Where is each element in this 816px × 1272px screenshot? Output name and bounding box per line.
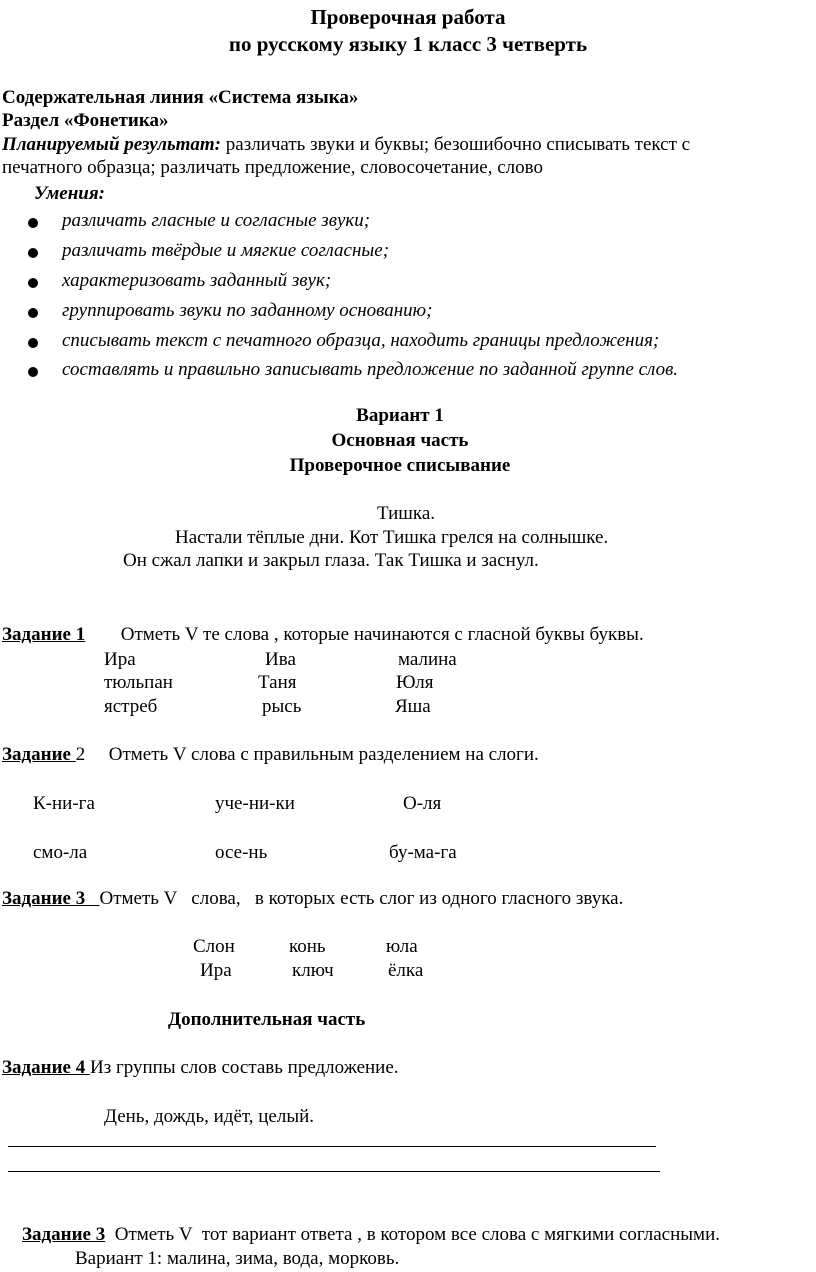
bullet-icon <box>28 248 38 258</box>
doc-title-line1: Проверочная работа <box>310 5 506 29</box>
extra-part-title: Дополнительная часть <box>168 1009 366 1030</box>
task5-heading <box>22 1224 720 1246</box>
text-line2: Он сжал лапки и закрыл глаза. Так Тишка и заснул. <box>123 550 539 571</box>
task1-word: Таня <box>258 672 297 693</box>
answer-line[interactable] <box>8 1171 660 1172</box>
bullet-icon <box>28 338 38 348</box>
task2-word: смо-ла <box>33 842 88 863</box>
task2-word: бу-ма-га <box>389 842 457 863</box>
section-heading: Раздел «Фонетика» <box>2 110 169 131</box>
task3-text: Отметь V слова, в которых есть слог из одного гласного звука. <box>99 888 624 909</box>
task1-word: малина <box>398 649 457 670</box>
planned-result-text: различать звуки и буквы; безошибочно списывать текст с <box>221 134 691 155</box>
bullet-icon <box>28 367 38 377</box>
task1-text: Отметь V те слова , которые начинаются с гласной буквы буквы. <box>120 624 644 645</box>
skills-label: Умения: <box>34 183 105 204</box>
task5-text: Отметь V тот вариант ответа , в котором все слова с мягкими согласными. <box>105 1224 720 1245</box>
content-line: Содержательная линия «Система языка» <box>2 87 359 108</box>
bullet-icon <box>28 278 38 288</box>
task2-label: Задание <box>2 744 76 765</box>
task3-word: конь <box>289 936 326 957</box>
task1-word: тюльпан <box>104 672 173 693</box>
task1-label: Задание 1 <box>2 624 86 645</box>
task1-word: Юля <box>396 672 434 693</box>
task1-word: рысь <box>262 696 302 717</box>
variant-title: Вариант 1 <box>356 405 444 426</box>
task2-word: осе-нь <box>215 842 268 863</box>
task2-text: Отметь V слова с правильным разделением на слоги. <box>108 744 539 765</box>
task3-word: юла <box>386 936 418 957</box>
task1-word: Яша <box>395 696 431 717</box>
doc-title-line2: по русскому языку 1 класс 3 четверть <box>228 32 588 56</box>
bullet-icon <box>28 218 38 228</box>
planned-result <box>2 134 690 156</box>
task3-word: Ира <box>200 960 232 981</box>
task2-word: О-ля <box>403 793 442 814</box>
task4-heading <box>2 1057 399 1079</box>
answer-line[interactable] <box>8 1146 656 1147</box>
task1-heading <box>2 624 644 646</box>
task5-variant: Вариант 1: малина, зима, вода, морковь. <box>75 1248 400 1269</box>
task1-word: Ива <box>265 649 296 670</box>
skill-item: характеризовать заданный звук; <box>62 270 332 291</box>
planned-result-text2: печатного образца; различать предложение, словосочетание, слово <box>2 157 543 178</box>
task3-heading <box>2 888 623 910</box>
main-part-title: Основная часть <box>331 430 469 451</box>
task3-word: ёлка <box>388 960 424 981</box>
task3-label: Задание 3 <box>2 888 100 909</box>
skill-item: группировать звуки по заданному основанию; <box>62 300 433 321</box>
copy-title: Проверочное списывание <box>289 455 511 476</box>
task4-words: День, дождь, идёт, целый. <box>104 1106 315 1127</box>
task1-word: ястреб <box>104 696 158 717</box>
skill-item: различать гласные и согласные звуки; <box>62 210 371 231</box>
planned-result-label: Планируемый результат: <box>2 134 222 155</box>
bullet-icon <box>28 308 38 318</box>
task4-text: Из группы слов составь предложение. <box>89 1057 399 1078</box>
task1-word: Ира <box>104 649 136 670</box>
task4-label: Задание 4 <box>2 1057 90 1078</box>
task2-number: 2 <box>75 744 86 765</box>
skill-item: списывать текст с печатного образца, находить границы предложения; <box>62 330 660 351</box>
text-line1: Настали тёплые дни. Кот Тишка грелся на солнышке. <box>175 527 609 548</box>
task3-word: ключ <box>292 960 334 981</box>
text-title: Тишка. <box>377 503 436 524</box>
task2-heading <box>2 744 539 766</box>
task2-word: уче-ни-ки <box>215 793 295 814</box>
task5-label: Задание 3 <box>22 1224 106 1245</box>
skill-item: составлять и правильно записывать предложение по заданной группе слов. <box>62 359 679 380</box>
task2-word: К-ни-га <box>33 793 95 814</box>
task3-word: Слон <box>193 936 235 957</box>
skill-item: различать твёрдые и мягкие согласные; <box>62 240 390 261</box>
